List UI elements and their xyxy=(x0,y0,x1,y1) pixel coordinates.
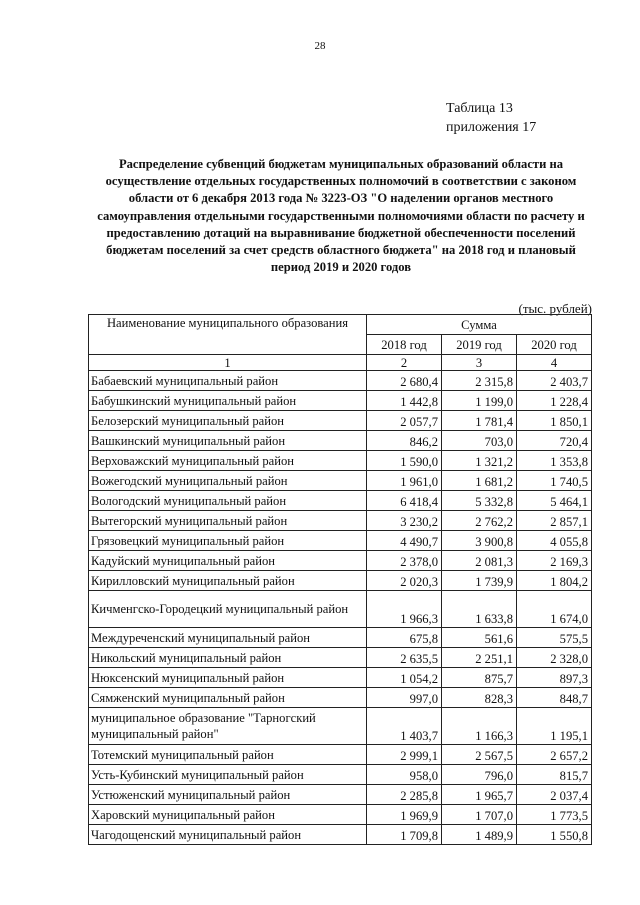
row-value-2019: 2 081,3 xyxy=(442,551,517,571)
row-value-2019: 875,7 xyxy=(442,668,517,688)
row-value-2020: 5 464,1 xyxy=(517,491,592,511)
row-value-2018: 1 709,8 xyxy=(367,825,442,845)
row-value-2020: 2 657,2 xyxy=(517,745,592,765)
row-name-cell: Устюженский муниципальный район xyxy=(89,785,367,805)
row-value-2019: 828,3 xyxy=(442,688,517,708)
row-name-cell: Белозерский муниципальный район xyxy=(89,411,367,431)
row-value-2019: 1 166,3 xyxy=(442,708,517,745)
row-value-2019: 796,0 xyxy=(442,765,517,785)
row-value-2020: 2 403,7 xyxy=(517,371,592,391)
row-value-2019: 1 965,7 xyxy=(442,785,517,805)
row-value-2018: 997,0 xyxy=(367,688,442,708)
row-value-2020: 848,7 xyxy=(517,688,592,708)
row-value-2018: 1 054,2 xyxy=(367,668,442,688)
row-value-2018: 1 961,0 xyxy=(367,471,442,491)
row-value-2018: 2 999,1 xyxy=(367,745,442,765)
row-value-2018: 1 966,3 xyxy=(367,591,442,628)
row-name-cell: Верховажский муниципальный район xyxy=(89,451,367,471)
units-label: (тыс. рублей) xyxy=(518,301,592,316)
row-value-2018: 3 230,2 xyxy=(367,511,442,531)
page-number: 28 xyxy=(314,40,326,52)
table-row xyxy=(89,571,592,591)
column-header-sum: Сумма xyxy=(367,315,592,335)
table-row xyxy=(89,765,592,785)
row-value-2018: 1 590,0 xyxy=(367,451,442,471)
row-value-2020: 1 228,4 xyxy=(517,391,592,411)
row-value-2020: 1 674,0 xyxy=(517,591,592,628)
row-value-2020: 2 328,0 xyxy=(517,648,592,668)
column-number-1: 1 xyxy=(89,355,367,371)
row-name-cell: Кичменгско-Городецкий муниципальный район xyxy=(89,591,367,628)
column-header-2018: 2018 год xyxy=(367,335,442,355)
table-row xyxy=(89,591,592,628)
row-value-2019: 1 489,9 xyxy=(442,825,517,845)
row-value-2020: 1 353,8 xyxy=(517,451,592,471)
row-value-2018: 1 442,8 xyxy=(367,391,442,411)
table-row xyxy=(89,688,592,708)
row-name-cell: Нюксенский муниципальный район xyxy=(89,668,367,688)
table-row xyxy=(89,825,592,845)
table-row xyxy=(89,411,592,431)
row-value-2020: 720,4 xyxy=(517,431,592,451)
table-row xyxy=(89,391,592,411)
row-value-2018: 2 680,4 xyxy=(367,371,442,391)
row-value-2018: 2 378,0 xyxy=(367,551,442,571)
row-name-cell: Кадуйский муниципальный район xyxy=(89,551,367,571)
row-value-2020: 1 550,8 xyxy=(517,825,592,845)
row-value-2018: 2 285,8 xyxy=(367,785,442,805)
row-value-2019: 2 315,8 xyxy=(442,371,517,391)
row-value-2018: 1 403,7 xyxy=(367,708,442,745)
row-value-2019: 1 739,9 xyxy=(442,571,517,591)
column-header-2019: 2019 год xyxy=(442,335,517,355)
row-value-2018: 2 635,5 xyxy=(367,648,442,668)
row-name-cell: Чагодощенский муниципальный район xyxy=(89,825,367,845)
row-value-2020: 1 773,5 xyxy=(517,805,592,825)
row-value-2020: 1 195,1 xyxy=(517,708,592,745)
table-row xyxy=(89,471,592,491)
row-value-2019: 1 781,4 xyxy=(442,411,517,431)
column-number-4: 4 xyxy=(517,355,592,371)
column-header-2020: 2020 год xyxy=(517,335,592,355)
row-value-2019: 1 633,8 xyxy=(442,591,517,628)
table-row xyxy=(89,648,592,668)
table-row xyxy=(89,511,592,531)
row-value-2020: 2 037,4 xyxy=(517,785,592,805)
row-value-2018: 4 490,7 xyxy=(367,531,442,551)
row-value-2019: 1 321,2 xyxy=(442,451,517,471)
row-name-cell: Вашкинский муниципальный район xyxy=(89,431,367,451)
row-value-2019: 1 681,2 xyxy=(442,471,517,491)
table-row xyxy=(89,628,592,648)
row-value-2019: 1 707,0 xyxy=(442,805,517,825)
document-title: Распределение субвенций бюджетам муниципальных образований области на осуществление отдельных государственных полномочий в соответствии с законом области от 6 декабря 2013 года № 3223-ОЗ "О наделении органов местного самоуправления отдельными государственными полномочиями области по расчету и предоставлению дотаций на выравнивание бюджетной обеспеченности поселений бюджетам поселений за счет средств областного бюджета" на 2018 год и плановый период 2019 и 2020 годов xyxy=(97,157,585,275)
table-row xyxy=(89,371,592,391)
row-value-2019: 703,0 xyxy=(442,431,517,451)
row-value-2020: 897,3 xyxy=(517,668,592,688)
row-name-cell: Вожегодский муниципальный район xyxy=(89,471,367,491)
row-name-cell: муниципальное образование "Тарногский муниципальный район" xyxy=(89,708,367,745)
table-reference-line2: приложения 17 xyxy=(446,120,537,135)
row-value-2020: 2 857,1 xyxy=(517,511,592,531)
row-name-cell: Грязовецкий муниципальный район xyxy=(89,531,367,551)
row-name-cell: Сямженский муниципальный район xyxy=(89,688,367,708)
row-name-cell: Междуреченский муниципальный район xyxy=(89,628,367,648)
row-name-cell: Вытегорский муниципальный район xyxy=(89,511,367,531)
subsidy-table xyxy=(88,314,592,845)
table-row xyxy=(89,708,592,745)
table-row xyxy=(89,668,592,688)
row-value-2020: 1 850,1 xyxy=(517,411,592,431)
table-row xyxy=(89,531,592,551)
row-value-2018: 2 020,3 xyxy=(367,571,442,591)
row-value-2018: 675,8 xyxy=(367,628,442,648)
row-value-2018: 2 057,7 xyxy=(367,411,442,431)
row-value-2020: 1 740,5 xyxy=(517,471,592,491)
table-row xyxy=(89,431,592,451)
row-value-2020: 575,5 xyxy=(517,628,592,648)
row-value-2019: 2 251,1 xyxy=(442,648,517,668)
column-number-3: 3 xyxy=(442,355,517,371)
table-body xyxy=(89,371,592,845)
table-reference xyxy=(446,99,536,137)
row-value-2018: 958,0 xyxy=(367,765,442,785)
row-name-cell: Тотемский муниципальный район xyxy=(89,745,367,765)
row-value-2020: 4 055,8 xyxy=(517,531,592,551)
row-value-2019: 1 199,0 xyxy=(442,391,517,411)
table-reference-line1: Таблица 13 xyxy=(446,101,513,116)
row-value-2019: 2 567,5 xyxy=(442,745,517,765)
row-value-2018: 6 418,4 xyxy=(367,491,442,511)
table-row xyxy=(89,785,592,805)
row-value-2018: 1 969,9 xyxy=(367,805,442,825)
row-name-cell: Вологодский муниципальный район xyxy=(89,491,367,511)
row-name-cell: Бабаевский муниципальный район xyxy=(89,371,367,391)
row-name-cell: Усть-Кубинский муниципальный район xyxy=(89,765,367,785)
row-name-cell: Никольский муниципальный район xyxy=(89,648,367,668)
row-name-cell: Харовский муниципальный район xyxy=(89,805,367,825)
table-row xyxy=(89,745,592,765)
row-value-2020: 815,7 xyxy=(517,765,592,785)
table-row xyxy=(89,805,592,825)
table-row xyxy=(89,491,592,511)
row-value-2020: 2 169,3 xyxy=(517,551,592,571)
row-value-2019: 3 900,8 xyxy=(442,531,517,551)
table-row xyxy=(89,551,592,571)
row-value-2018: 846,2 xyxy=(367,431,442,451)
row-value-2019: 2 762,2 xyxy=(442,511,517,531)
column-header-name: Наименование муниципального образования xyxy=(89,315,367,355)
table-row xyxy=(89,451,592,471)
row-value-2020: 1 804,2 xyxy=(517,571,592,591)
row-name-cell: Бабушкинский муниципальный район xyxy=(89,391,367,411)
row-value-2019: 5 332,8 xyxy=(442,491,517,511)
column-number-2: 2 xyxy=(367,355,442,371)
row-value-2019: 561,6 xyxy=(442,628,517,648)
row-name-cell: Кирилловский муниципальный район xyxy=(89,571,367,591)
